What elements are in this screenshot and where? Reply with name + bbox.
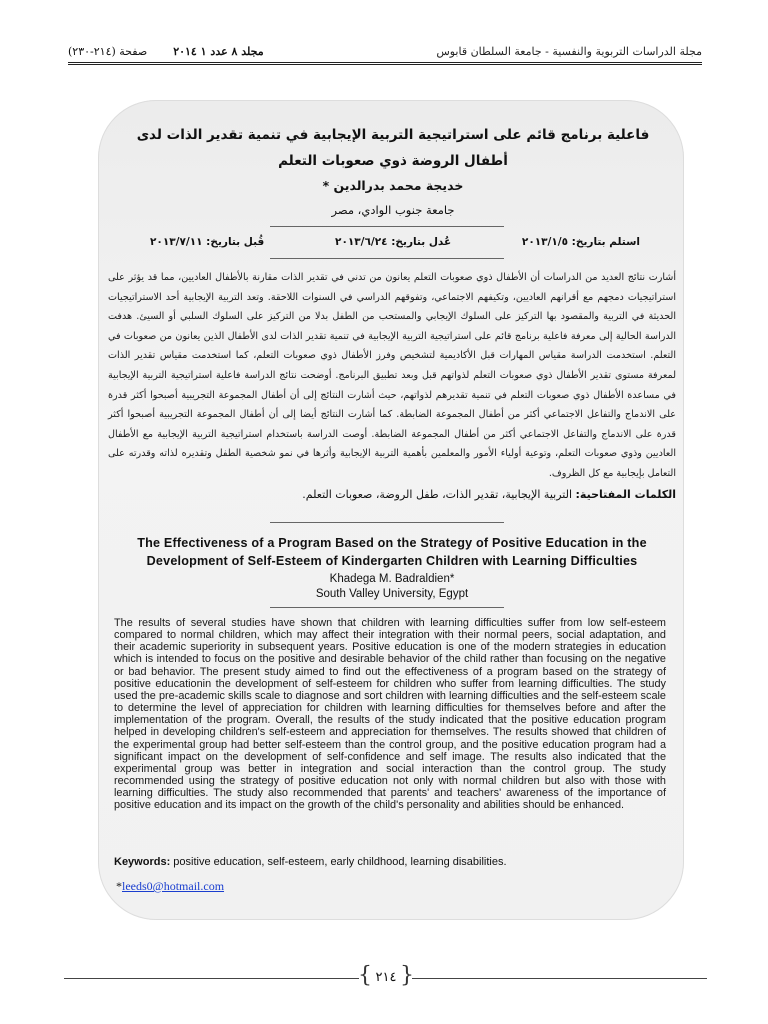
page-range: صفحة (٢١٤-٢٣٠) <box>68 45 148 58</box>
journal-name: مجلة الدراسات التربوية والنفسية - جامعة السلطان قابوس <box>436 45 702 58</box>
volume-issue: مجلد ٨ عدد ١ ٢٠١٤ <box>173 45 264 58</box>
received-date: استلم بتاريخ: ٢٠١٣/١/٥ <box>521 236 640 248</box>
accepted-date: قُبل بتاريخ: ٢٠١٣/٧/١١ <box>150 236 265 248</box>
arabic-keywords-list: التربية الإيجابية، تقدير الذات، طفل الروضة، صعوبات التعلم. <box>302 488 573 501</box>
footer-rule-left <box>64 978 359 979</box>
footnote-marker: * <box>116 879 122 893</box>
arabic-divider-1 <box>270 226 504 227</box>
journal-header <box>68 36 702 62</box>
english-keywords-label: Keywords: <box>114 856 171 868</box>
english-author: Khadega M. Badraldien* <box>329 573 455 585</box>
footer-rule-right <box>412 978 707 979</box>
revised-date: عُدل بتاريخ: ٢٠١٣/٦/٢٤ <box>335 236 452 248</box>
arabic-divider-2 <box>270 258 504 259</box>
english-title: The Effectiveness of a Program Based on the Strategy of Positive Education in the Development of Self-Esteem of Kindergarten Children with Learning Difficulties <box>137 536 647 568</box>
english-keywords-list: positive education, self-esteem, early childhood, learning disabilities. <box>170 856 507 868</box>
issue-info <box>68 45 264 62</box>
arabic-abstract: أشارت نتائج العديد من الدراسات أن الأطفال ذوي صعوبات التعلم يعانون من تدني في تقدير الذات مقارنة بالأطفال العاديين، مما قد يؤثر على استراتيجيات دمجهم مع أقرانهم العاديين، وتكيفهم الاجتماعي، وتفوقهم الدراسي في السنوات اللاحقة. وتعد التربية الإيجابية أحد الاستراتيجيات الحديثة في التربية والمقصود بها التركيز على السلوك الإيجابي والمستحب من الطفل بدلا من التركيز على السلوك السلبي أو السيئ. هدفت الدراسة الحالية إلى معرفة فاعلية برنامج قائم على استراتيجية التربية الإيجابية في تنمية تقدير الذات لدى الأطفال الذين يعانون من صعوبات في التعلم. استخدمت الدراسة مقياس المهارات قبل الأكاديمية لتشخيص وفرز الأطفال ذوي صعوبات التعلم، كما استخدمت مقياس تقدير الذات لمعرفة مستوى تقدير الأطفال ذوي صعوبات التعلم لذواتهم قبل وبعد تطبيق البرنامج. أوضحت نتائج الدراسة فاعلية استراتيجية التربية الإيجابية في مساعدة الأطفال ذوي صعوبات التعلم في تنمية تقديرهم لذواتهم، حيث أشارت النتائج إلى أن أطفال المجموعة التجريبية أصبحوا أكثر قدرة على الاندماج والتفاعل الاجتماعي أكثر من أطفال المجموعة الضابطة. كما أشارت النتائج أيضا إلى أن أطفال المجموعة التجريبية أصبحوا أكثر قدرة على الاندماج والتفاعل الاجتماعي أكثر من أطفال المجموعة الضابطة. أوصت الدراسة باستخدام استراتيجية التربية الإيجابية مع الأطفال العاديين وذوي صعوبات التعلم، وتوعية أولياء الأمور والمعلمين بأهمية التربية الإيجابية وأثرها في نمو شخصية الطفل وتقديره لذاته وقدرته على التعامل بإيجابية مع كل الظروف. <box>108 272 676 479</box>
page-number: { ٢١٤ } <box>360 966 412 990</box>
section-divider <box>270 522 504 523</box>
arabic-university: جامعة جنوب الوادي، مصر <box>331 203 455 217</box>
page-footer <box>40 962 730 992</box>
author-email-footnote <box>116 879 224 894</box>
header-divider <box>68 62 702 65</box>
submission-dates <box>150 236 640 248</box>
arabic-author: خديجة محمد بدرالدين * <box>322 178 464 193</box>
arabic-title: فاعلية برنامج قائم على استراتيجية التربية الإيجابية في تنمية تقدير الذات لدى أطفال الروضة ذوي صعوبات التعلم <box>136 127 650 169</box>
english-university: South Valley University, Egypt <box>315 588 469 600</box>
arabic-keywords <box>108 488 676 501</box>
author-email-link[interactable]: leeds0@hotmail.com <box>122 879 225 893</box>
arabic-keywords-label: الكلمات المفتاحية: <box>575 488 676 501</box>
english-divider <box>270 607 504 608</box>
english-abstract: The results of several studies have shown that children with learning difficulties suffer from low self-esteem compared to normal children, which may affect their integration with their normal peers, social adaptation, and their academic superiority in subsequent years. Positive education is one of the modern strategies in education which is intended to focus on the positive and desirable behavior of the child rather than focusing on the negative or bad behavior. The present study aimed to find out the effectiveness of a program based on the strategy of positive educationin the development of self-esteem for children who suffer from learning difficulties. The study used the pre-academic skills scale to diagnose and sort children with learning difficulties and the self-esteem scale to determine the level of appreciation for children with learning difficulties for themselves before and after the implementation of the program. Overall, the results of the study indicated that the positive education program helped in developing children's self-esteem and appreciation for themselves. The results showed that children of the experimental group had better self-esteem than the control group, and the positive education program had a significant impact on the development of self-confidence and self image. The results also indicated that the experimental group was better in integration and social interaction than the control group. The study recommended using the strategy of positive education not only with normal children but also with those with learning difficulties. The study also recommended that parents' and teachers' awareness of the importance of positive education and its impact on the growth of the child's personality and abilities should be enhanced. <box>114 617 666 812</box>
english-keywords <box>114 856 674 868</box>
